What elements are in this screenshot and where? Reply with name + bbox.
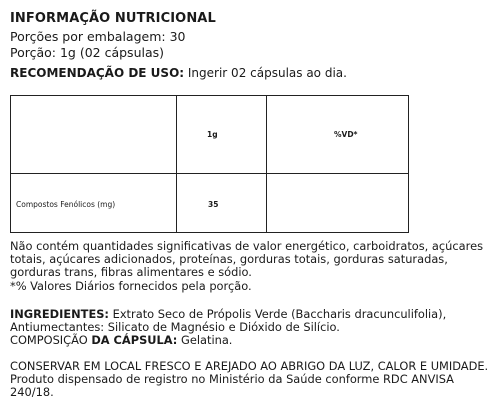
storage-line: Produto dispensado de registro no Ministério da Saúde conforme RDC ANVISA: [10, 372, 454, 387]
note-line: Não contém quantidades significativas de valor energético, carboidratos, açúcares: [10, 239, 484, 253]
table-divider: [176, 96, 177, 232]
storage-line: CONSERVAR EM LOCAL FRESCO E AREJADO AO ABRIGO DA LUZ, CALOR E UMIDADE.: [10, 359, 488, 373]
column-header-daily-value: %VD*: [334, 130, 358, 139]
capsule-composition-label: DA CÁPSULA:: [91, 333, 178, 348]
nutrition-notes: [10, 239, 484, 293]
usage-recommendation-label: RECOMENDAÇÃO DE USO:: [10, 66, 185, 80]
ingredients-text: Antiumectantes: Silicato de Magnésio e Dióxido de Silício.: [10, 320, 340, 335]
ingredients-text: Extrato Seco de Própolis Verde (Baccharis dracunculifolia),: [109, 307, 447, 321]
page-title: INFORMAÇÃO NUTRICIONAL: [10, 11, 216, 26]
ingredients-label: INGREDIENTES:: [10, 307, 109, 321]
column-header-amount: 1g: [207, 130, 218, 139]
storage-line: 240/18.: [10, 385, 54, 400]
nutrition-table: [10, 95, 409, 233]
serving-size: Porção: 1g (02 cápsulas): [10, 45, 165, 60]
note-line: totais, açúcares adicionados, proteínas, gorduras totais, gorduras saturadas,: [10, 252, 448, 267]
storage-info: [10, 359, 488, 400]
capsule-composition-text: Gelatina.: [177, 333, 233, 348]
table-divider: [266, 96, 267, 232]
nutrient-amount: 35: [208, 200, 219, 209]
capsule-composition-prefix: COMPOSIÇÃO: [10, 333, 92, 348]
servings-per-package: Porções por embalagem: 30: [10, 29, 186, 44]
nutrient-name: Compostos Fenólicos (mg): [16, 200, 116, 209]
table-divider: [11, 173, 408, 174]
note-line: gorduras trans, fibras alimentares e sódio.: [10, 265, 252, 280]
usage-recommendation-text: Ingerir 02 cápsulas ao dia.: [184, 66, 347, 80]
ingredients: [10, 307, 447, 348]
note-line: *% Valores Diários fornecidos pela porção.: [10, 278, 252, 293]
usage-recommendation: [10, 66, 347, 80]
